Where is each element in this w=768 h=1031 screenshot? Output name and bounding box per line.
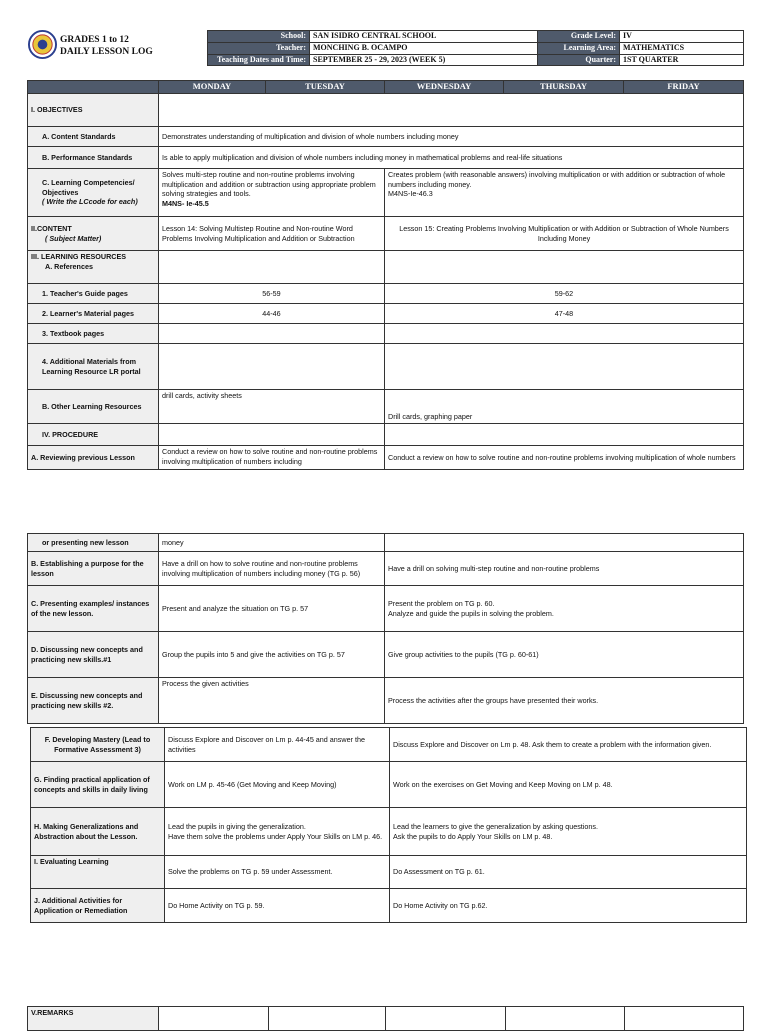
additional-materials-left [159,344,385,390]
content-standards-label: A. Content Standards [28,127,159,147]
practical-application-right: Work on the exercises on Get Moving and Keep Moving on LM p. 48. [390,762,747,808]
presenting-examples-right-2: Analyze and guide the pupils in solving the problem. [388,608,554,618]
reviewing-left: Conduct a review on how to solve routine and non-routine problems involving multiplication of numbers including [159,446,385,470]
practical-application-label: G. Finding practical application of concepts and skills in daily living [31,762,165,808]
content-standards-value: Demonstrates understanding of multiplication and division of whole numbers including money [159,127,744,147]
developing-mastery-label: F. Developing Mastery (Lead to Formative Assessment 3) [31,728,165,762]
content-label [28,217,159,251]
remarks-monday [159,1007,269,1031]
presenting-examples-right-1: Present the problem on TG p. 60. [388,598,495,608]
other-resources-label: B. Other Learning Resources [28,390,159,424]
discussing-concepts-1-label: D. Discussing new concepts and practicing new skills.#1 [28,632,159,678]
procedure-left [159,424,385,446]
references-label: A. References [45,261,93,271]
competencies-label [28,169,159,217]
procedure-label: IV. PROCEDURE [28,424,159,446]
presenting-examples-right [385,586,744,632]
dates-value: SEPTEMBER 25 - 29, 2023 (WEEK 5) [310,54,538,66]
additional-activities-label: J. Additional Activities for Application or Remediation [31,889,165,923]
lesson-log-table-page1 [27,80,744,470]
generalizations-right [390,808,747,856]
content-right: Lesson 15: Creating Problems Involving Multiplication or with Addition or Subtraction of Whole Numbers Including Money [385,217,744,251]
generalizations-right-2: Ask the pupils to do Apply Your Skills on LM p. 48. [393,831,553,841]
lm-pages-label: 2. Learner's Material pages [28,304,159,324]
quarter-label: Quarter: [538,54,620,66]
learning-area-label: Learning Area: [538,42,620,54]
evaluating-label: I. Evaluating Learning [31,856,165,889]
learning-area-value: MATHEMATICS [620,42,744,54]
day-header-blank [28,81,159,94]
competencies-label-text: C. Learning Competencies/ Objectives [42,177,135,197]
other-resources-right: Drill cards, graphing paper [385,390,744,424]
teacher-value: MONCHING B. OCAMPO [310,42,538,54]
remarks-table [27,1006,744,1031]
additional-activities-left: Do Home Activity on TG p. 59. [165,889,390,923]
document-title [60,34,153,58]
competencies-right-text: Creates problem (with reasonable answers) involving multiplication or with addition or subtraction of whole numbers including money. [388,170,726,189]
presenting-examples-left: Present and analyze the situation on TG p. 57 [159,586,385,632]
day-header-monday: MONDAY [159,81,266,94]
resources-label-text: III. LEARNING RESOURCES [31,252,127,261]
generalizations-left-2: Have them solve the problems under Apply Your Skills on LM p. 46. [168,831,383,841]
additional-materials-label: 4. Additional Materials from Learning Resource LR portal [28,344,159,390]
evaluating-left: Solve the problems on TG p. 59 under Assessment. [165,856,390,889]
establishing-purpose-label: B. Establishing a purpose for the lesson [28,552,159,586]
textbook-pages-right [385,324,744,344]
remarks-thursday [506,1007,625,1031]
establishing-purpose-right: Have a drill on solving multi-step routine and non-routine problems [385,552,744,586]
generalizations-right-1: Lead the learners to give the generalization by asking questions. [393,821,598,831]
evaluating-right: Do Assessment on TG p. 61. [390,856,747,889]
reviewing-right: Conduct a review on how to solve routine and non-routine problems involving multiplication of whole numbers [385,446,744,470]
additional-materials-right [385,344,744,390]
remarks-label: V.REMARKS [28,1007,159,1031]
additional-activities-right: Do Home Activity on TG p.62. [390,889,747,923]
competencies-right [385,169,744,217]
tg-pages-right: 59-62 [385,284,744,304]
developing-mastery-left: Discuss Explore and Discover on Lm p. 44-45 and answer the activities [165,728,390,762]
school-label: School: [208,31,310,43]
textbook-pages-label: 3. Textbook pages [28,324,159,344]
content-left: Lesson 14: Solving Multistep Routine and Non-routine Word Problems Involving Multiplication and Addition or Subtraction [159,217,385,251]
school-value: SAN ISIDRO CENTRAL SCHOOL [310,31,538,43]
discussing-concepts-2-right: Process the activities after the groups have presented their works. [385,678,744,724]
practical-application-left: Work on LM p. 45-46 (Get Moving and Keep Moving) [165,762,390,808]
presenting-new-lesson-label: or presenting new lesson [28,534,159,552]
content-label-text: II.CONTENT [31,223,72,233]
performance-standards-label: B. Performance Standards [28,147,159,169]
tg-pages-label: 1. Teacher's Guide pages [28,284,159,304]
competencies-left [159,169,385,217]
day-header-wednesday: WEDNESDAY [385,81,504,94]
lm-pages-left: 44-46 [159,304,385,324]
title-line2: DAILY LESSON LOG [60,47,153,57]
competencies-left-code: M4NS- Ie-45.5 [162,199,209,209]
presenting-new-lesson-right [385,534,744,552]
generalizations-left [165,808,390,856]
objectives-label: I. OBJECTIVES [28,94,159,127]
teacher-label: Teacher: [208,42,310,54]
generalizations-label: H. Making Generalizations and Abstraction about the Lesson. [31,808,165,856]
presenting-new-lesson-left: money [159,534,385,552]
discussing-concepts-2-left: Process the given activities [159,678,385,724]
dates-label: Teaching Dates and Time: [208,54,310,66]
quarter-value: 1ST QUARTER [620,54,744,66]
day-header-thursday: THURSDAY [504,81,624,94]
day-header-tuesday: TUESDAY [266,81,385,94]
references-right [385,251,744,284]
competencies-left-text: Solves multi-step routine and non-routine problems involving multiplication and addition or subtraction using appropriate problem solving strategies and tools. [162,170,376,199]
lm-pages-right: 47-48 [385,304,744,324]
remarks-friday [625,1007,744,1031]
grade-level-label: Grade Level: [538,31,620,43]
remarks-tuesday [269,1007,386,1031]
presenting-examples-label: C. Presenting examples/ instances of the new lesson. [28,586,159,632]
lesson-log-table-page2 [27,533,744,724]
reviewing-label: A. Reviewing previous Lesson [28,446,159,470]
resources-label [28,251,159,284]
header-info-table [207,30,744,66]
lesson-log-table-page2b [30,727,747,923]
competencies-right-code: M4NS-Ie-46.3 [388,189,433,199]
references-left [159,251,385,284]
textbook-pages-left [159,324,385,344]
generalizations-left-1: Lead the pupils in giving the generalization. [168,821,306,831]
other-resources-left: drill cards, activity sheets [159,390,385,424]
objectives-cell [159,94,744,127]
discussing-concepts-1-right: Give group activities to the pupils (TG p. 60-61) [385,632,744,678]
competencies-note: ( Write the LCcode for each) [42,197,138,207]
content-note: ( Subject Matter) [45,233,102,243]
procedure-right [385,424,744,446]
deped-seal-logo [28,30,57,59]
day-header-friday: FRIDAY [624,81,744,94]
performance-standards-value: Is able to apply multiplication and division of whole numbers including money in mathematical problems and real-life situations [159,147,744,169]
discussing-concepts-1-left: Group the pupils into 5 and give the activities on TG p. 57 [159,632,385,678]
discussing-concepts-2-label: E. Discussing new concepts and practicing new skills #2. [28,678,159,724]
establishing-purpose-left: Have a drill on how to solve routine and non-routine problems involving multiplication of numbers including money (TG p. 56) [159,552,385,586]
developing-mastery-right: Discuss Explore and Discover on Lm p. 48. Ask them to create a problem with the information given. [390,728,747,762]
grade-level-value: IV [620,31,744,43]
title-line1: GRADES 1 to 12 [60,35,129,45]
remarks-wednesday [386,1007,506,1031]
tg-pages-left: 56-59 [159,284,385,304]
